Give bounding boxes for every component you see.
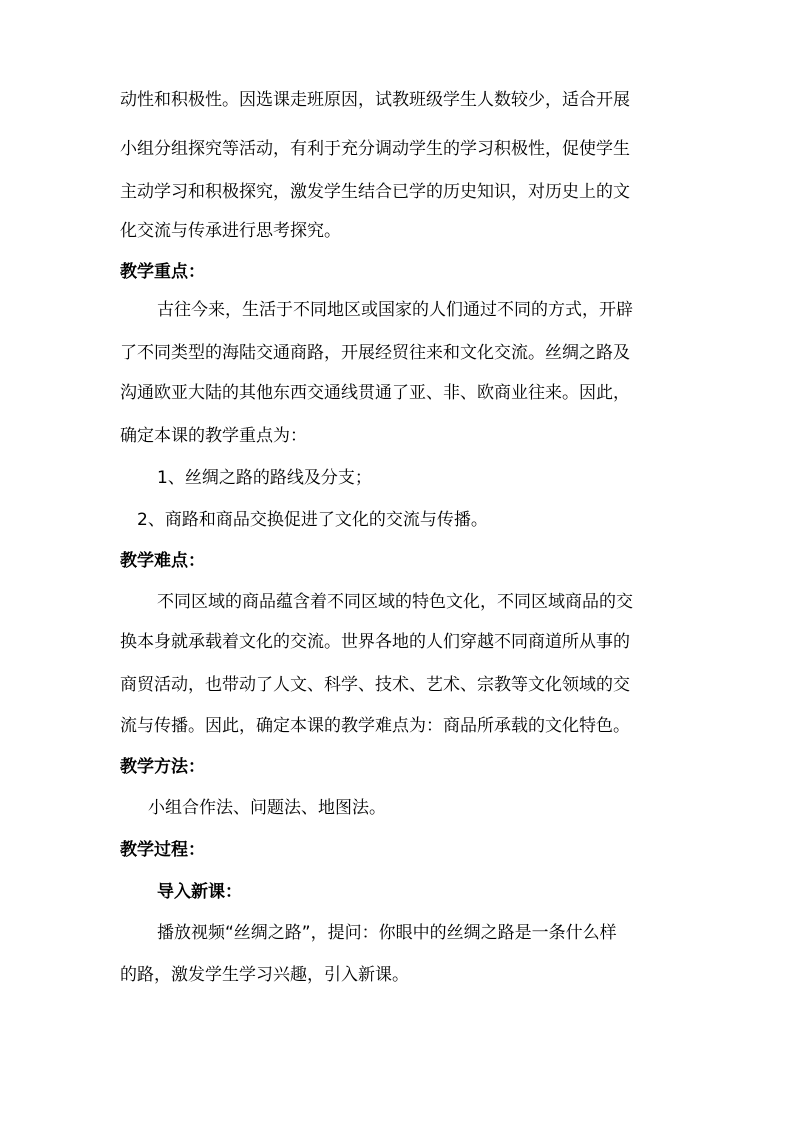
difficulties-line-2: 换本身就承载着文化的交流。世界各地的人们穿越不同商道所从事的 xyxy=(120,632,630,652)
intro-line-4: 化交流与传承进行思考探究。 xyxy=(120,221,341,241)
difficulties-line-4: 流与传播。因此，确定本课的教学难点为：商品所承载的文化特色。 xyxy=(120,716,630,736)
key-points-heading: 教学重点： xyxy=(120,262,205,282)
difficulties-heading: 教学难点： xyxy=(120,551,205,571)
process-line-1: 播放视频“丝绸之路”，提问：你眼中的丝绸之路是一条什么样 xyxy=(157,923,617,943)
methods-text: 小组合作法、问题法、地图法。 xyxy=(148,798,386,818)
key-points-line-4: 确定本课的教学重点为： xyxy=(120,426,307,446)
methods-heading: 教学方法： xyxy=(120,757,205,777)
key-points-line-3: 沟通欧亚大陆的其他东西交通线贯通了亚、非、欧商业往来。因此， xyxy=(120,383,630,403)
key-points-line-2: 了不同类型的海陆交通商路，开展经贸往来和文化交流。丝绸之路及 xyxy=(120,343,630,363)
intro-line-2: 小组分组探究等活动，有利于充分调动学生的学习积极性，促使学生 xyxy=(120,139,630,159)
difficulties-line-3: 商贸活动，也带动了人文、科学、技术、艺术、宗教等文化领域的交 xyxy=(120,675,630,695)
key-points-item-2: 2、商路和商品交换促进了文化的交流与传播。 xyxy=(137,510,488,530)
intro-line-3: 主动学习和积极探究，激发学生结合已学的历史知识，对历史上的文 xyxy=(120,182,630,202)
process-subheading: 导入新课： xyxy=(157,882,242,902)
process-line-2: 的路，激发学生学习兴趣，引入新课。 xyxy=(120,965,409,985)
key-points-item-1: 1、丝绸之路的路线及分支； xyxy=(157,468,372,488)
process-heading: 教学过程： xyxy=(120,840,205,860)
difficulties-line-1: 不同区域的商品蕴含着不同区域的特色文化，不同区域商品的交 xyxy=(157,592,633,612)
intro-line-1: 动性和积极性。因选课走班原因，试教班级学生人数较少，适合开展 xyxy=(120,90,630,110)
key-points-line-1: 古往今来，生活于不同地区或国家的人们通过不同的方式，开辟 xyxy=(157,300,633,320)
